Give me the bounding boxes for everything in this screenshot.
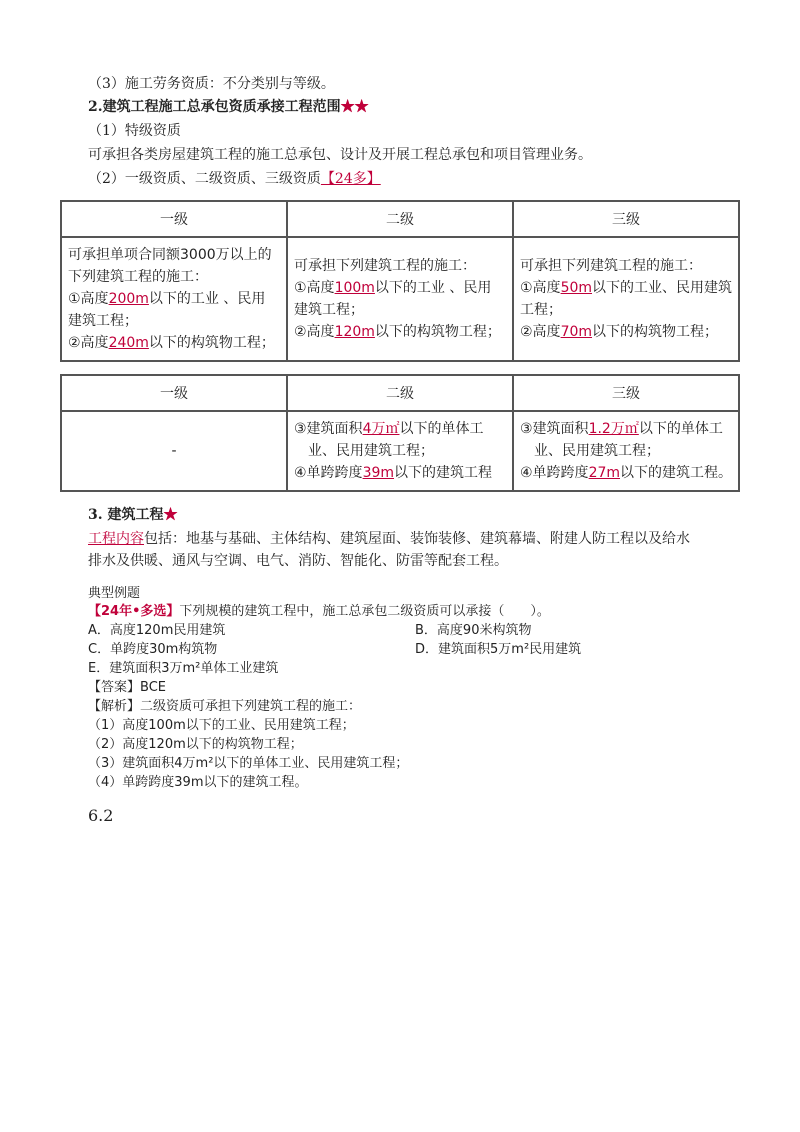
highlight-value: 70m [560, 324, 593, 340]
answer-line: 【答案】BCE [88, 680, 166, 695]
cell-text [520, 418, 732, 440]
section-3-content [88, 529, 690, 549]
cell-text: 业、民用建筑工程； [308, 443, 434, 459]
cell-text [520, 277, 732, 299]
table-header-row [61, 201, 739, 237]
example-question [88, 603, 550, 621]
option-e: E．建筑面积3万m²单体工业建筑 [88, 661, 279, 676]
qualification-table-1 [60, 200, 740, 362]
cell-text-part: ①高度 [520, 280, 561, 296]
cell-text-part: ①高度 [294, 280, 335, 296]
grade-3-cell [513, 411, 739, 491]
analysis-line: 【解析】二级资质可承担下列建筑工程的施工： [88, 699, 362, 714]
section-2-title [88, 97, 369, 117]
header-grade-1: 一级 [61, 375, 287, 411]
analysis-item-2: （2）高度120m以下的构筑物工程； [88, 737, 303, 752]
highlight-value: 1.2万㎡ [588, 421, 639, 437]
cell-text: 建筑工程； [294, 302, 364, 318]
cell-text [520, 462, 732, 484]
example-tag: 【24年•多选】 [88, 604, 180, 619]
cell-text-part: ②高度 [68, 335, 109, 351]
cell-text-part: 以下的构筑物工程； [148, 335, 275, 351]
cell-text: 业、民用建筑工程； [534, 443, 660, 459]
highlight-value: 4万㎡ [362, 421, 400, 437]
cell-text-part: 以下的单体工 [638, 421, 723, 437]
cell-text-part: 以下的建筑工程 [394, 465, 493, 481]
highlight-value: 120m [334, 324, 375, 340]
highlight-value: 27m [588, 465, 621, 481]
option-c: C．单跨度30m构筑物 [88, 642, 218, 657]
option-b: B．高度90米构筑物 [415, 623, 532, 638]
cell-text [294, 418, 506, 440]
cell-text-part: 以下的工业 、民用 [148, 291, 266, 307]
header-grade-2: 二级 [287, 201, 513, 237]
header-grade-1: 一级 [61, 201, 287, 237]
cell-text-part: 以下的工业 、民用 [374, 280, 492, 296]
cell-text [294, 321, 506, 343]
cell-text: 工程； [520, 302, 562, 318]
cell-text [68, 288, 280, 310]
special-grade-description: 可承担各类房屋建筑工程的施工总承包、设计及开展工程总承包和项目管理业务。 [88, 147, 592, 163]
table-row [61, 237, 739, 361]
section-3-title-text: 3. 建筑工程 [88, 507, 164, 523]
page-number: 6.2 [88, 806, 114, 825]
header-grade-3: 三级 [513, 201, 739, 237]
cell-text-part: ③建筑面积 [520, 421, 589, 437]
cell-text: 可承担下列建筑工程的施工： [294, 258, 476, 274]
engineering-content-link: 工程内容 [88, 531, 144, 547]
grade-3-cell [513, 237, 739, 361]
highlight-value: 200m [108, 291, 149, 307]
analysis-item-4: （4）单跨跨度39m以下的建筑工程。 [88, 775, 308, 790]
exam-tag: 【24多】 [320, 171, 381, 187]
cell-text-part: 以下的构筑物工程； [592, 324, 719, 340]
example-question-text: 下列规模的建筑工程中，施工总承包二级资质可以承接（ ）。 [179, 604, 550, 619]
analysis-item-3: （3）建筑面积4万m²以下的单体工业、民用建筑工程； [88, 756, 409, 771]
cell-text-part: ②高度 [294, 324, 335, 340]
header-grade-3: 三级 [513, 375, 739, 411]
grades-label-text: （2）一级资质、二级资质、三级资质 [88, 171, 321, 187]
header-grade-2: 二级 [287, 375, 513, 411]
cell-text [294, 462, 506, 484]
cell-text-part: ①高度 [68, 291, 109, 307]
highlight-value: 39m [362, 465, 395, 481]
special-grade-label: （1）特级资质 [88, 123, 181, 139]
cell-text: 可承担单项合同额3000万以上的 [68, 247, 272, 263]
star-rating-icon: ★★ [340, 99, 369, 115]
highlight-value: 100m [334, 280, 375, 296]
labor-qualification-line: （3）施工劳务资质：不分类别与等级。 [88, 76, 335, 92]
cell-text [520, 321, 732, 343]
cell-text: 可承担下列建筑工程的施工： [520, 258, 702, 274]
qualification-table-2 [60, 374, 740, 492]
section-3-title [88, 505, 178, 525]
grade-2-cell [287, 411, 513, 491]
highlight-value: 240m [108, 335, 149, 351]
cell-text-part: ③建筑面积 [294, 421, 363, 437]
option-d: D．建筑面积5万m²民用建筑 [415, 642, 582, 657]
grade-1-cell: - [61, 411, 287, 491]
table-row [61, 411, 739, 491]
cell-text-part: 以下的工业、民用建筑 [592, 280, 733, 296]
section-2-title-text: 2.建筑工程施工总承包资质承接工程范围 [88, 99, 341, 115]
cell-text: 下列建筑工程的施工： [68, 269, 208, 285]
section-3-content-text: 包括：地基与基础、主体结构、建筑屋面、装饰装修、建筑幕墙、附建人防工程以及给水 [144, 531, 690, 547]
cell-text [68, 332, 280, 354]
section-3-content-line2: 排水及供暖、通风与空调、电气、消防、智能化、防雷等配套工程。 [88, 553, 508, 569]
cell-text-part: ④单跨跨度 [294, 465, 363, 481]
grades-label [88, 169, 381, 189]
example-heading: 典型例题 [88, 586, 141, 601]
highlight-value: 50m [560, 280, 593, 296]
cell-text-part: 以下的单体工 [399, 421, 484, 437]
star-rating-icon: ★ [163, 507, 178, 523]
cell-text-part: ④单跨跨度 [520, 465, 589, 481]
cell-text-part: 以下的构筑物工程； [374, 324, 501, 340]
table-header-row [61, 375, 739, 411]
cell-text-part: ②高度 [520, 324, 561, 340]
cell-text [294, 277, 506, 299]
grade-2-cell [287, 237, 513, 361]
option-a: A．高度120m民用建筑 [88, 623, 226, 638]
cell-text: 建筑工程； [68, 313, 138, 329]
analysis-item-1: （1）高度100m以下的工业、民用建筑工程； [88, 718, 355, 733]
grade-1-cell [61, 237, 287, 361]
cell-text-part: 以下的建筑工程。 [620, 465, 733, 481]
